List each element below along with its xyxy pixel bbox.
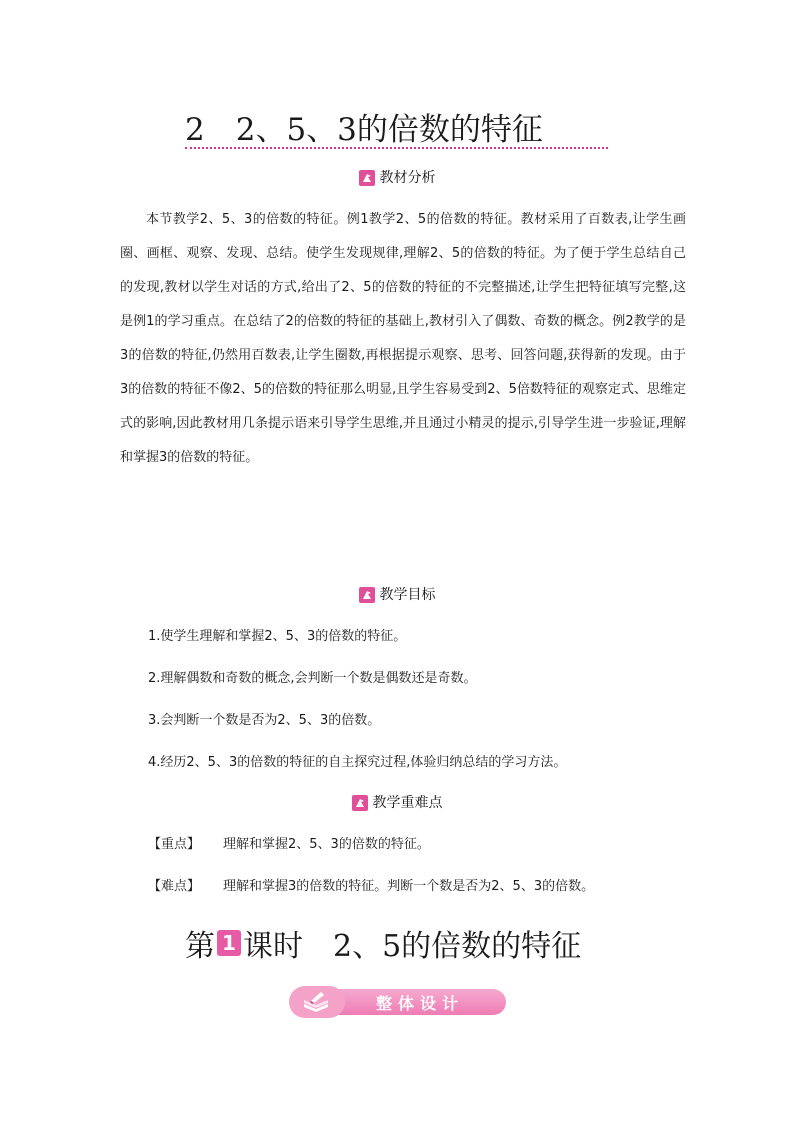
analysis-paragraph bbox=[120, 203, 686, 475]
banner-label: 整体设计 bbox=[375, 993, 464, 1013]
lesson-suffix: 课时 2、5的倍数的特征 bbox=[243, 929, 582, 964]
section-label: 教学重难点 bbox=[372, 795, 443, 811]
main-title: 2 2、5、3的倍数的特征 bbox=[185, 112, 543, 148]
difficulty-tag: 【难点】 bbox=[148, 879, 201, 894]
section-label: 教学目标 bbox=[379, 587, 436, 603]
lesson-title bbox=[185, 920, 615, 966]
focus-point bbox=[148, 835, 708, 855]
section-label: 教材分析 bbox=[379, 170, 436, 186]
difficulty-text: 理解和掌握3的倍数的特征。判断一个数是否为2、5、3的倍数。 bbox=[223, 879, 595, 894]
overall-design-banner bbox=[289, 986, 506, 1018]
goal-item: 4.经历2、5、3的倍数的特征的自主探究过程,体验归纳总结的学习方法。 bbox=[148, 755, 567, 770]
lesson-number-badge: 1 bbox=[217, 930, 241, 956]
goal-item: 3.会判断一个数是否为2、5、3的倍数。 bbox=[148, 713, 381, 728]
book-pen-icon bbox=[301, 990, 331, 1014]
section-heading-key-points bbox=[0, 791, 794, 815]
analysis-text: 本节教学2、5、3的倍数的特征。例1教学2、5的倍数的特征。教材采用了百数表,让学生画圈、画框、观察、发现、总结。使学生发现规律,理解2、5的倍数的特征。为了便于学生总结自己的发现,教材以学生对话的方式,给出了2、5的倍数的特征的不完整描述,让学生把特征填写完整,这是例1的学习重点。在总结了2的倍数的特征的基础上,教材引入了偶数、奇数的概念。例2教学的是3的倍数的特征,仍然用百数表,让学生圈数,再根据提示观察、思考、回答问题,获得新的发现。由于3的倍数的特征不像2、5的倍数的特征那么明显,且学生容易受到2、5倍数特征的观察定式、思维定式的影响,因此教材用几条提示语来引导学生思维,并且通过小精灵的提示,引导学生进一步验证,理解和掌握3的倍数的特征。 bbox=[120, 212, 686, 465]
focus-text: 理解和掌握2、5、3的倍数的特征。 bbox=[223, 837, 430, 852]
flag-arrow-icon bbox=[352, 795, 368, 811]
difficulty-point bbox=[148, 877, 708, 897]
flag-arrow-icon bbox=[359, 170, 375, 186]
title-dotted-rule bbox=[185, 147, 608, 149]
lesson-prefix: 第 bbox=[185, 929, 215, 964]
section-heading-goals bbox=[0, 583, 794, 607]
goal-item: 2.理解偶数和奇数的概念,会判断一个数是偶数还是奇数。 bbox=[148, 671, 477, 686]
section-heading-analysis bbox=[0, 166, 794, 190]
flag-arrow-icon bbox=[359, 587, 375, 603]
focus-tag: 【重点】 bbox=[148, 837, 201, 852]
goal-item: 1.使学生理解和掌握2、5、3的倍数的特征。 bbox=[148, 629, 407, 644]
